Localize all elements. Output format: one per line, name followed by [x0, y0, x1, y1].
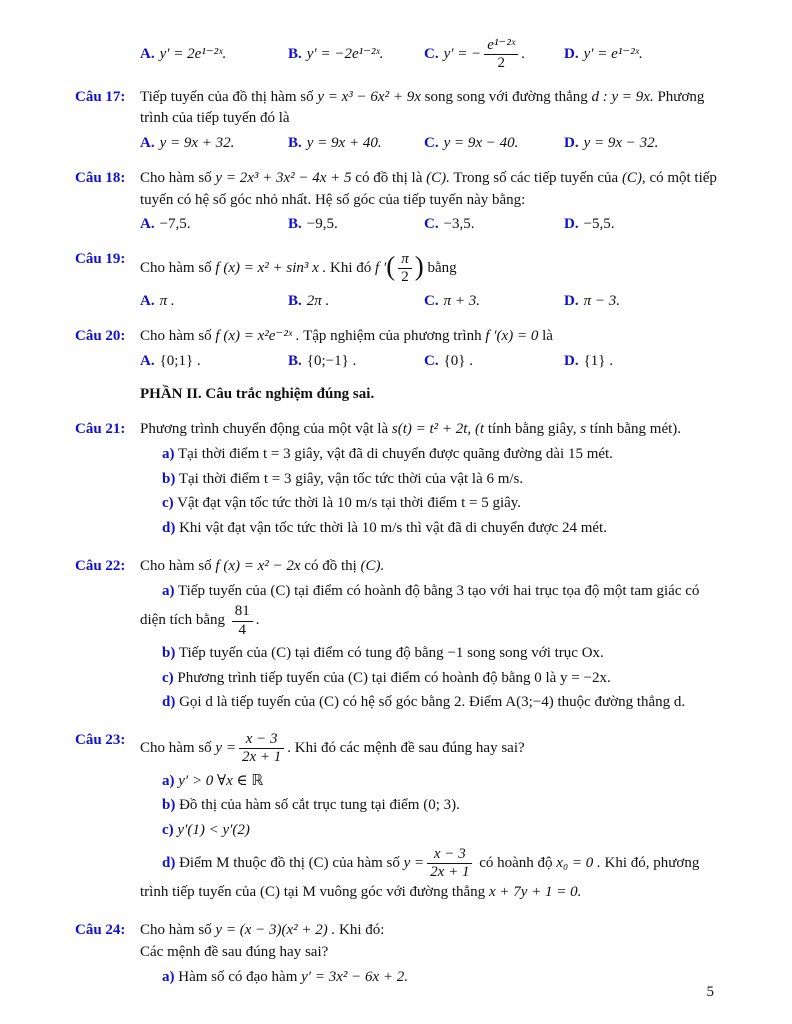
statement-text: Tại thời điểm t = 3 giây, vận tốc tức thời của vật là 6 m/s. [178, 470, 524, 487]
text: tính bằng giây, [487, 421, 577, 438]
formula: d : y = 9x. [591, 88, 654, 105]
option-formula-prefix: y′ = − [443, 46, 482, 63]
text: Cho hàm số [140, 740, 212, 757]
statement-text: Đồ thị của hàm số cắt trục tung tại điểm (0; 3). [179, 797, 460, 814]
fraction [484, 37, 518, 73]
formula: f (x) = x²e⁻²ˣ . [215, 327, 300, 344]
option-letter: C. [424, 135, 439, 151]
statement-text: có hoành độ [479, 855, 553, 872]
statement-letter: d) [162, 694, 176, 711]
statement-text: Tiếp tuyến của (C) tại điểm có hoành độ bằng 3 tạo với hai trục tọa độ một tam giác có diện tích bằng [140, 582, 700, 629]
statement-letter: c) [162, 495, 174, 512]
formula: f (x) = x² − 2x [215, 557, 301, 574]
statement-letter: a) [162, 582, 175, 599]
question-17 [75, 87, 718, 155]
question-number: Câu 18: [75, 169, 126, 186]
text: Khi đó: [339, 922, 385, 939]
formula: y = x³ − 6x² + 9x [317, 88, 421, 105]
text: Tập nghiệm của phương trình [303, 327, 482, 344]
statement-letter: d) [162, 520, 176, 537]
question-text [140, 326, 718, 348]
option-letter: C. [424, 293, 439, 310]
option-letter: D. [564, 45, 579, 62]
fraction [239, 731, 284, 767]
option-b [288, 291, 424, 313]
question-number: Câu 19: [75, 251, 126, 267]
question-body [140, 419, 718, 543]
option-b [288, 44, 424, 66]
statement-letter: a) [162, 968, 175, 985]
option-a [140, 214, 288, 236]
option-b [288, 214, 424, 236]
fraction-numerator: 81 [232, 603, 253, 621]
statement-formula: y′(1) < y′(2) [177, 822, 250, 839]
statement-c [140, 820, 718, 842]
question-text [140, 556, 718, 578]
option-c [424, 133, 564, 155]
right-paren: ) [414, 251, 424, 281]
question-body [140, 920, 718, 991]
option-letter: A. [140, 352, 155, 369]
option-letter: C. [424, 46, 439, 63]
statement-text: Khi đó, phương trình tiếp tuyến của (C) tại M vuông góc với đường thẳng [140, 855, 700, 901]
fraction [427, 846, 472, 882]
option-formula: {0;1} . [159, 352, 201, 369]
option-text: −9,5. [306, 216, 338, 233]
question-body [140, 168, 718, 236]
statement-text: Tiếp tuyến của (C) tại điểm có tung độ bằng −1 song song với trục Ox. [178, 644, 604, 661]
option-letter: B. [288, 216, 302, 233]
option-formula: y = 9x + 32. [159, 135, 235, 151]
fraction [232, 603, 253, 639]
statement-text: Điểm M thuộc đồ thị (C) của hàm số [179, 855, 400, 872]
statement-letter: b) [162, 797, 176, 814]
question-text [140, 419, 718, 441]
formula: (C). [426, 169, 450, 186]
option-letter: D. [564, 293, 579, 310]
text: là [542, 327, 553, 344]
option-formula: 2π . [306, 293, 330, 310]
part-2-heading: PHẦN II. Câu trắc nghiệm đúng sai. [140, 386, 375, 403]
statement-text: Khi vật đạt vận tốc tức thời là 10 m/s thì vật đã di chuyển được 24 mét. [179, 520, 607, 537]
formula: s [580, 421, 587, 438]
option-letter: D. [564, 135, 579, 151]
fraction-denominator: 2x + 1 [241, 749, 282, 766]
fraction [398, 251, 412, 287]
option-a [140, 351, 288, 373]
formula: y = (x − 3)(x² + 2) . [215, 922, 336, 939]
formula: f (x) = x² + sin³ x . [215, 260, 327, 277]
statement-suffix: . [255, 612, 260, 629]
statement-b [140, 643, 718, 665]
text: song song với đường thẳng [424, 88, 588, 105]
statement-text: Vật đạt vận tốc tức thời là 10 m/s tại thời điểm t = 5 giây. [177, 495, 522, 512]
option-formula: y = 9x − 32. [583, 135, 659, 151]
statement-a [140, 967, 718, 989]
text: Cho hàm số [140, 557, 212, 574]
statement-formula: y′ > 0 ∀x ∈ ℝ [178, 772, 264, 789]
statement-text: Phương trình tiếp tuyến của (C) tại điểm có hoành độ bằng 0 là y = −2x. [177, 669, 611, 686]
option-d [564, 291, 718, 313]
statement-letter: c) [162, 669, 174, 686]
statement-text: Hàm số có đạo hàm [178, 968, 298, 985]
question-16-options-row [140, 36, 718, 74]
option-letter: C. [424, 216, 439, 233]
option-d [564, 351, 718, 373]
question-body [140, 249, 718, 313]
text: có đồ thị [304, 557, 357, 574]
text: Tiếp tuyến của đồ thị hàm số [140, 88, 314, 105]
question-19 [75, 249, 718, 313]
option-c [424, 351, 564, 373]
question-subtext: Các mệnh đề sau đúng hay sai? [140, 943, 329, 960]
statement-letter: b) [162, 644, 176, 661]
statement-letter: c) [162, 822, 174, 839]
option-c [424, 36, 564, 74]
text: Phương trình của tiếp tuyến đó là [140, 88, 705, 127]
question-18 [75, 168, 718, 236]
text: Trong số các tiếp tuyến của [453, 169, 619, 186]
option-formula-suffix: . [521, 46, 525, 63]
formula: (t [474, 421, 485, 438]
text: tính bằng mét). [589, 421, 682, 438]
option-letter: B. [288, 135, 302, 151]
question-24 [75, 920, 718, 991]
question-number: Câu 21: [75, 421, 126, 438]
options-row [140, 351, 718, 373]
option-letter: B. [288, 293, 302, 310]
formula: f ′ [375, 260, 387, 277]
statement-a [140, 581, 718, 640]
option-text: −3,5. [443, 216, 475, 233]
formula: (C), [621, 169, 646, 186]
option-formula: π + 3. [443, 293, 480, 310]
statement-d [140, 518, 718, 540]
option-letter: B. [288, 45, 302, 62]
option-letter: D. [564, 216, 579, 233]
statement-d [140, 845, 718, 904]
option-formula: π . [159, 293, 175, 310]
formula: f ′(x) = 0 [485, 327, 539, 344]
text: bằng [427, 260, 457, 277]
question-text [140, 168, 718, 212]
option-letter: A. [140, 293, 155, 310]
left-paren: ( [386, 251, 396, 281]
option-c [424, 291, 564, 313]
option-letter: D. [564, 352, 579, 369]
question-21 [75, 419, 718, 543]
text: Cho hàm số [140, 260, 212, 277]
option-letter: A. [140, 135, 155, 151]
question-text [140, 249, 718, 288]
option-a [140, 44, 288, 66]
question-text [140, 87, 718, 131]
text: có đồ thị là [355, 169, 423, 186]
option-letter: B. [288, 352, 302, 369]
option-letter: A. [140, 45, 155, 62]
option-formula: π − 3. [583, 293, 620, 310]
option-formula: {0;−1} . [306, 352, 357, 369]
fraction-denominator: 2 [497, 55, 505, 72]
question-number: Câu 23: [75, 732, 126, 749]
formula: y = 2x³ + 3x² − 4x + 5 [215, 169, 352, 186]
text: có một tiếp tuyến có hệ số góc nhỏ nhất. Hệ số góc của tiếp tuyến này bằng: [140, 169, 717, 208]
question-20 [75, 326, 718, 373]
formula: y = [403, 855, 425, 872]
option-b [288, 133, 424, 155]
statement-a [140, 771, 718, 793]
option-b [288, 351, 424, 373]
question-number: Câu 20: [75, 327, 126, 344]
question-number: Câu 17: [75, 88, 126, 105]
option-d [564, 44, 718, 66]
question-body [140, 556, 718, 717]
statement-letter: d) [162, 855, 176, 872]
formula: s(t) = t² + 2t, [391, 421, 472, 438]
fraction-denominator: 4 [238, 621, 246, 638]
formula: (C). [360, 557, 385, 574]
text: Khi đó [330, 260, 372, 277]
option-formula: {0} . [443, 352, 473, 369]
statement-letter: a) [162, 445, 175, 462]
option-text: −5,5. [583, 216, 615, 233]
fraction-denominator: 2x + 1 [430, 864, 470, 881]
statement-c [140, 668, 718, 690]
question-number: Câu 24: [75, 922, 126, 939]
fraction-numerator: π [398, 251, 412, 269]
fraction-numerator: e¹⁻²ˣ [484, 37, 518, 55]
option-d [564, 214, 718, 236]
options-row [140, 214, 718, 236]
statement-a [140, 444, 718, 466]
formula: y = [215, 740, 236, 757]
text: Phương trình chuyển động của một vật là [140, 421, 389, 438]
statement-b [140, 795, 718, 817]
fraction-numerator: x − 3 [239, 731, 284, 749]
option-letter: C. [424, 352, 439, 369]
question-number: Câu 22: [75, 557, 126, 574]
question-body [140, 326, 718, 373]
option-formula: {1} . [583, 352, 613, 369]
statement-text: Gọi d là tiếp tuyến của (C) có hệ số góc bằng 2. Điểm A(3;−4) thuộc đường thẳng d. [179, 694, 686, 711]
option-d [564, 133, 718, 155]
options-row [140, 133, 718, 155]
option-c [424, 214, 564, 236]
question-body [140, 87, 718, 155]
formula: x₀ = 0 . [556, 855, 601, 872]
option-formula: y′ = 2e¹⁻²ˣ. [159, 45, 227, 62]
fraction-numerator: x − 3 [427, 846, 472, 864]
text: Cho hàm số [140, 327, 212, 344]
option-formula: y′ = −2e¹⁻²ˣ. [306, 45, 384, 62]
options-row [140, 291, 718, 313]
statement-c [140, 493, 718, 515]
option-formula: y′ = e¹⁻²ˣ. [583, 45, 643, 62]
fraction-denominator: 2 [401, 269, 409, 286]
text: . Khi đó các mệnh đề sau đúng hay sai? [287, 740, 525, 757]
statement-text: Tại thời điểm t = 3 giây, vật đã di chuyển được quãng đường dài 15 mét. [177, 445, 613, 462]
option-letter: A. [140, 216, 155, 233]
text: Cho hàm số [140, 169, 212, 186]
statement-d [140, 692, 718, 714]
option-a [140, 291, 288, 313]
question-text [140, 920, 718, 942]
statement-letter: a) [162, 772, 175, 789]
statement-formula: y′ = 3x² − 6x + 2. [301, 968, 409, 985]
formula: x + 7y + 1 = 0. [488, 884, 582, 901]
question-text [140, 730, 718, 768]
option-text: −7,5. [159, 216, 191, 233]
question-22 [75, 556, 718, 717]
question-body [140, 730, 718, 907]
text: Cho hàm số [140, 922, 212, 939]
statement-b [140, 469, 718, 491]
option-a [140, 133, 288, 155]
statement-letter: b) [162, 470, 176, 487]
option-formula: y = 9x + 40. [306, 135, 382, 151]
question-23 [75, 730, 718, 907]
page-number: 5 [706, 984, 714, 1001]
option-formula: y = 9x − 40. [443, 135, 519, 151]
